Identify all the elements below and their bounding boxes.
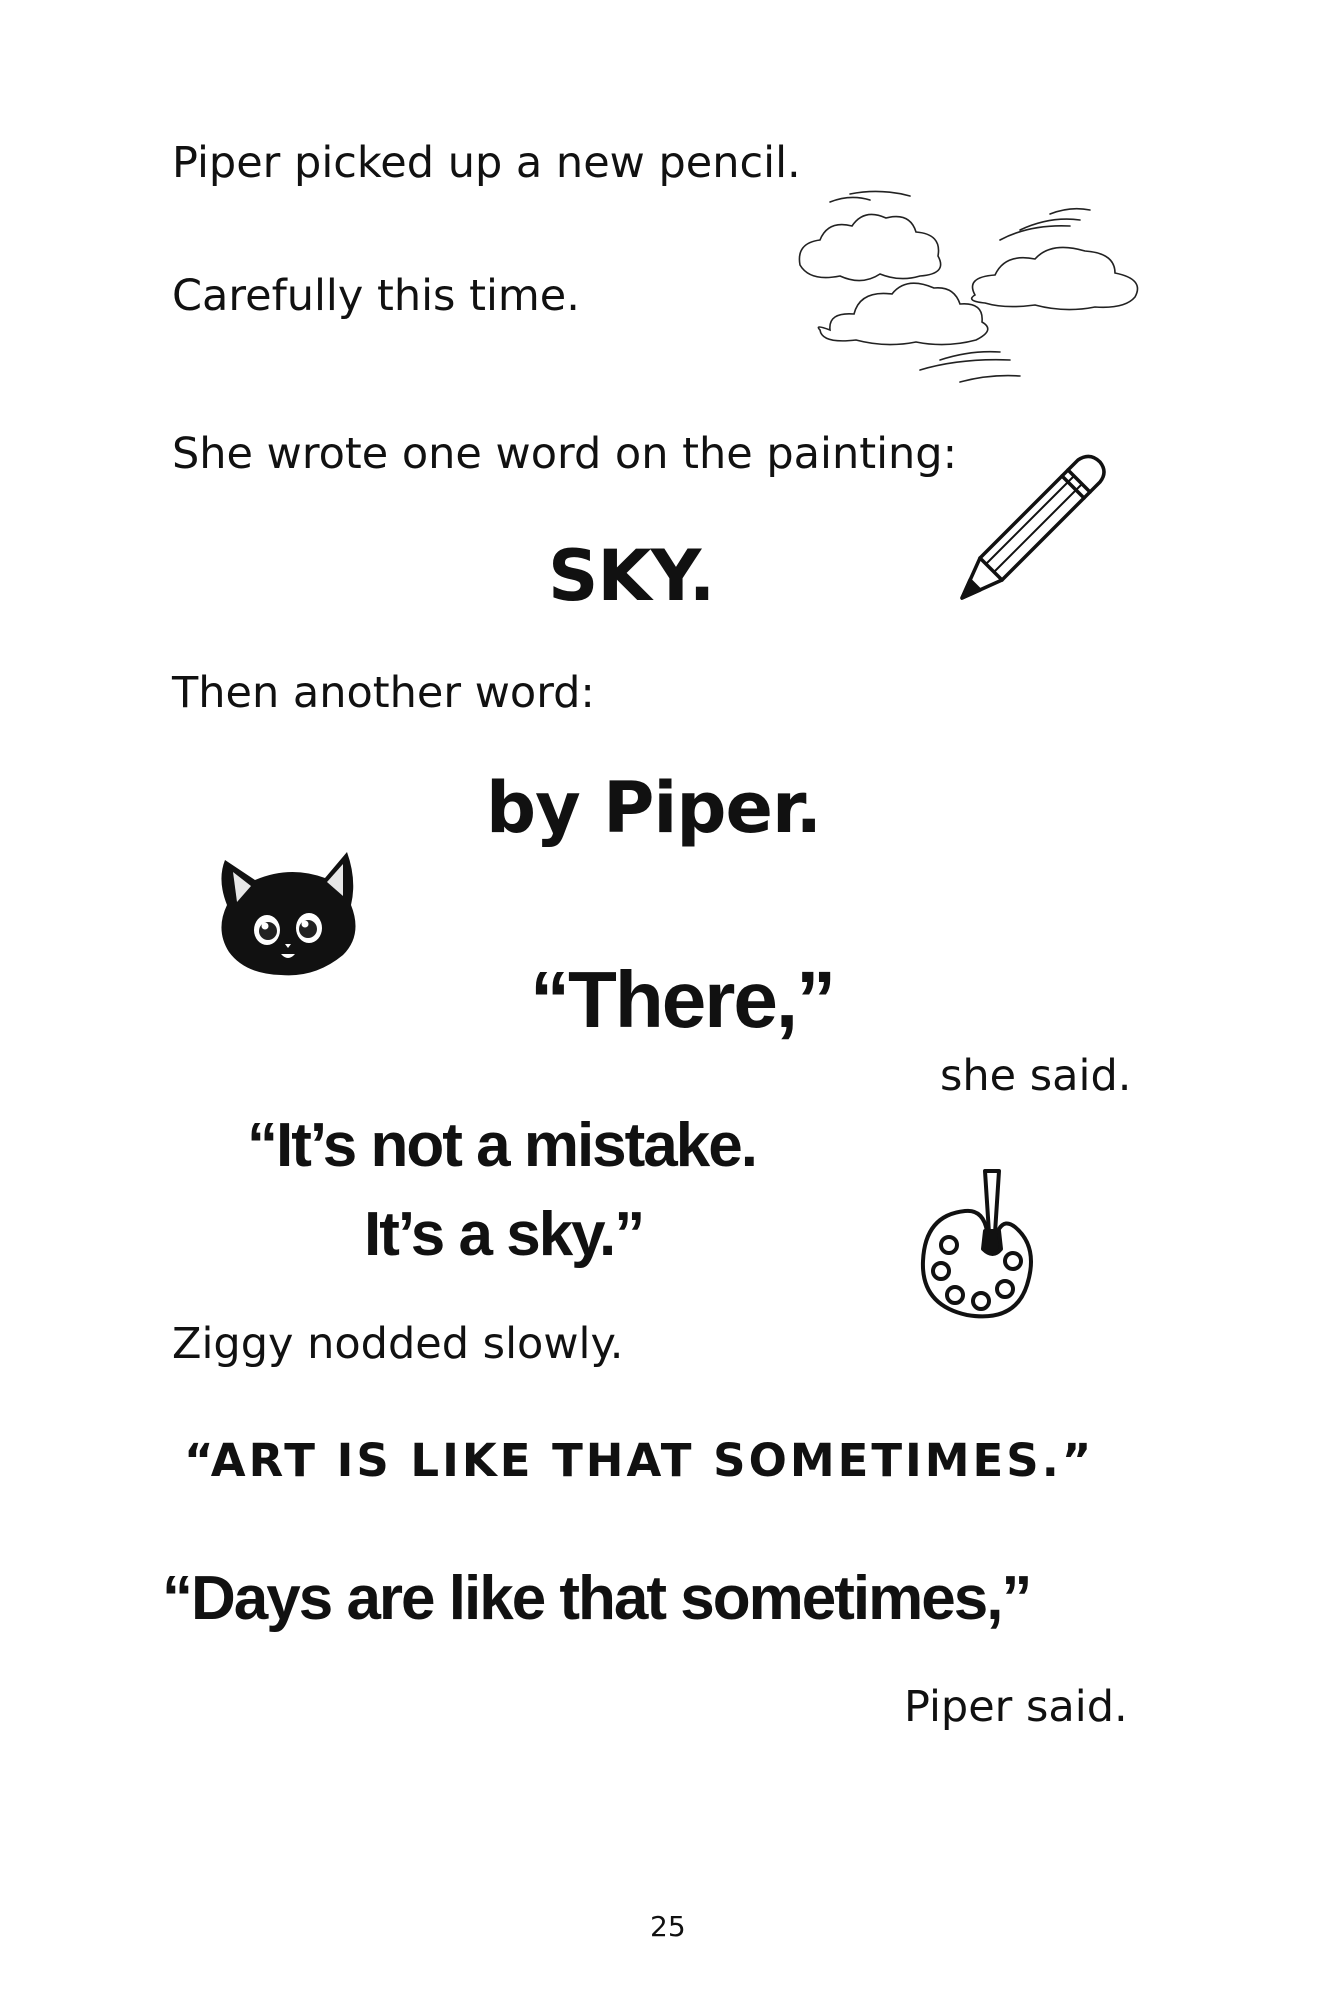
quote-art-is-like-that: “ART IS LIKE THAT SOMETIMES.” [184, 1434, 1095, 1487]
line-ziggy-nodded: Ziggy nodded slowly. [172, 1319, 624, 1369]
quote-days-are-like-that: “Days are like that sometimes,” [162, 1564, 1031, 1633]
line-she-said: she said. [940, 1051, 1132, 1101]
quote-its-a-sky: It’s a sky.” [364, 1200, 644, 1269]
line-piper-said: Piper said. [904, 1682, 1128, 1732]
quote-there: “There,” [530, 955, 835, 1044]
word-by-piper: by Piper. [486, 767, 822, 849]
line-piper-picked-pencil: Piper picked up a new pencil. [172, 138, 801, 188]
black-cat-illustration [215, 850, 365, 980]
word-sky: SKY. [548, 535, 715, 617]
line-carefully: Carefully this time. [172, 271, 580, 321]
line-she-wrote: She wrote one word on the painting: [172, 429, 958, 479]
page-number: 25 [650, 1910, 686, 1943]
quote-not-a-mistake: “It’s not a mistake. [247, 1111, 756, 1180]
paint-palette-icon [915, 1165, 1045, 1325]
line-then-another: Then another word: [172, 668, 595, 718]
clouds-illustration [780, 190, 1200, 390]
pencil-icon [950, 450, 1110, 610]
